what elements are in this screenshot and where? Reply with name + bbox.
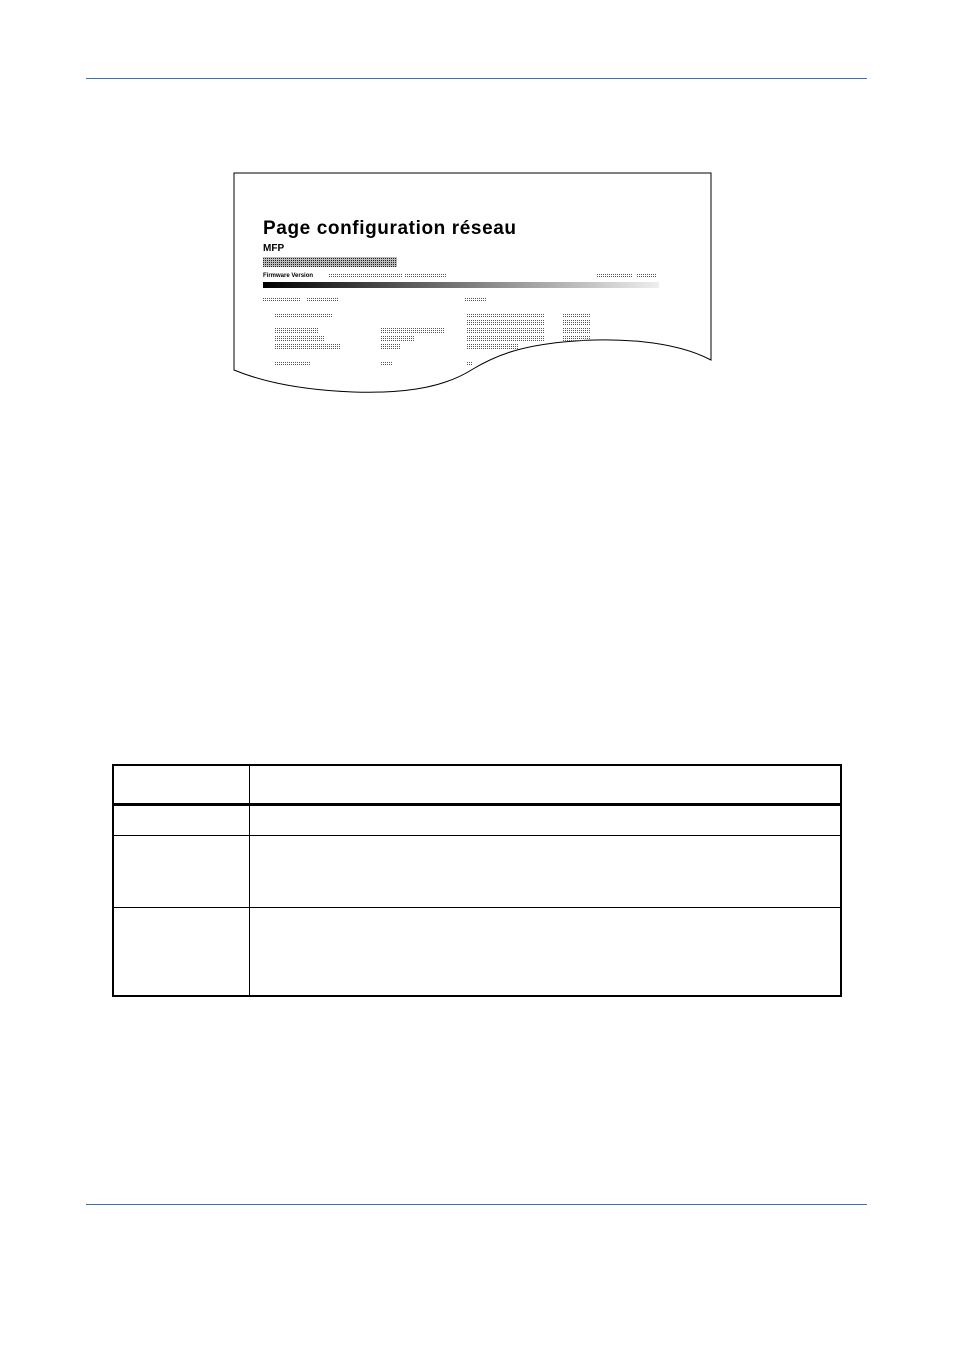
- table-cell: [113, 804, 250, 835]
- firmware-version-label: Firmware Version: [263, 273, 314, 279]
- table-cell: [250, 765, 842, 804]
- header-rule: [86, 78, 867, 79]
- info-table: [112, 764, 842, 997]
- table-cell: [250, 907, 842, 996]
- table-cell: [250, 836, 842, 908]
- table-cell: [113, 907, 250, 996]
- footer-rule: [86, 1204, 867, 1205]
- table-cell: [250, 804, 842, 835]
- table-row: [113, 804, 841, 835]
- sample-page-illustration: [233, 172, 713, 396]
- table-header-row: [113, 765, 841, 804]
- table-cell: [113, 836, 250, 908]
- gradient-bar: [263, 282, 659, 288]
- report-model: MFP: [263, 243, 285, 254]
- report-title: Page configuration réseau: [263, 218, 517, 239]
- table-row: [113, 907, 841, 996]
- table-row: [113, 836, 841, 908]
- serial-placeholder: [263, 257, 397, 267]
- table-cell: [113, 765, 250, 804]
- network-status-page-sample: [233, 172, 713, 396]
